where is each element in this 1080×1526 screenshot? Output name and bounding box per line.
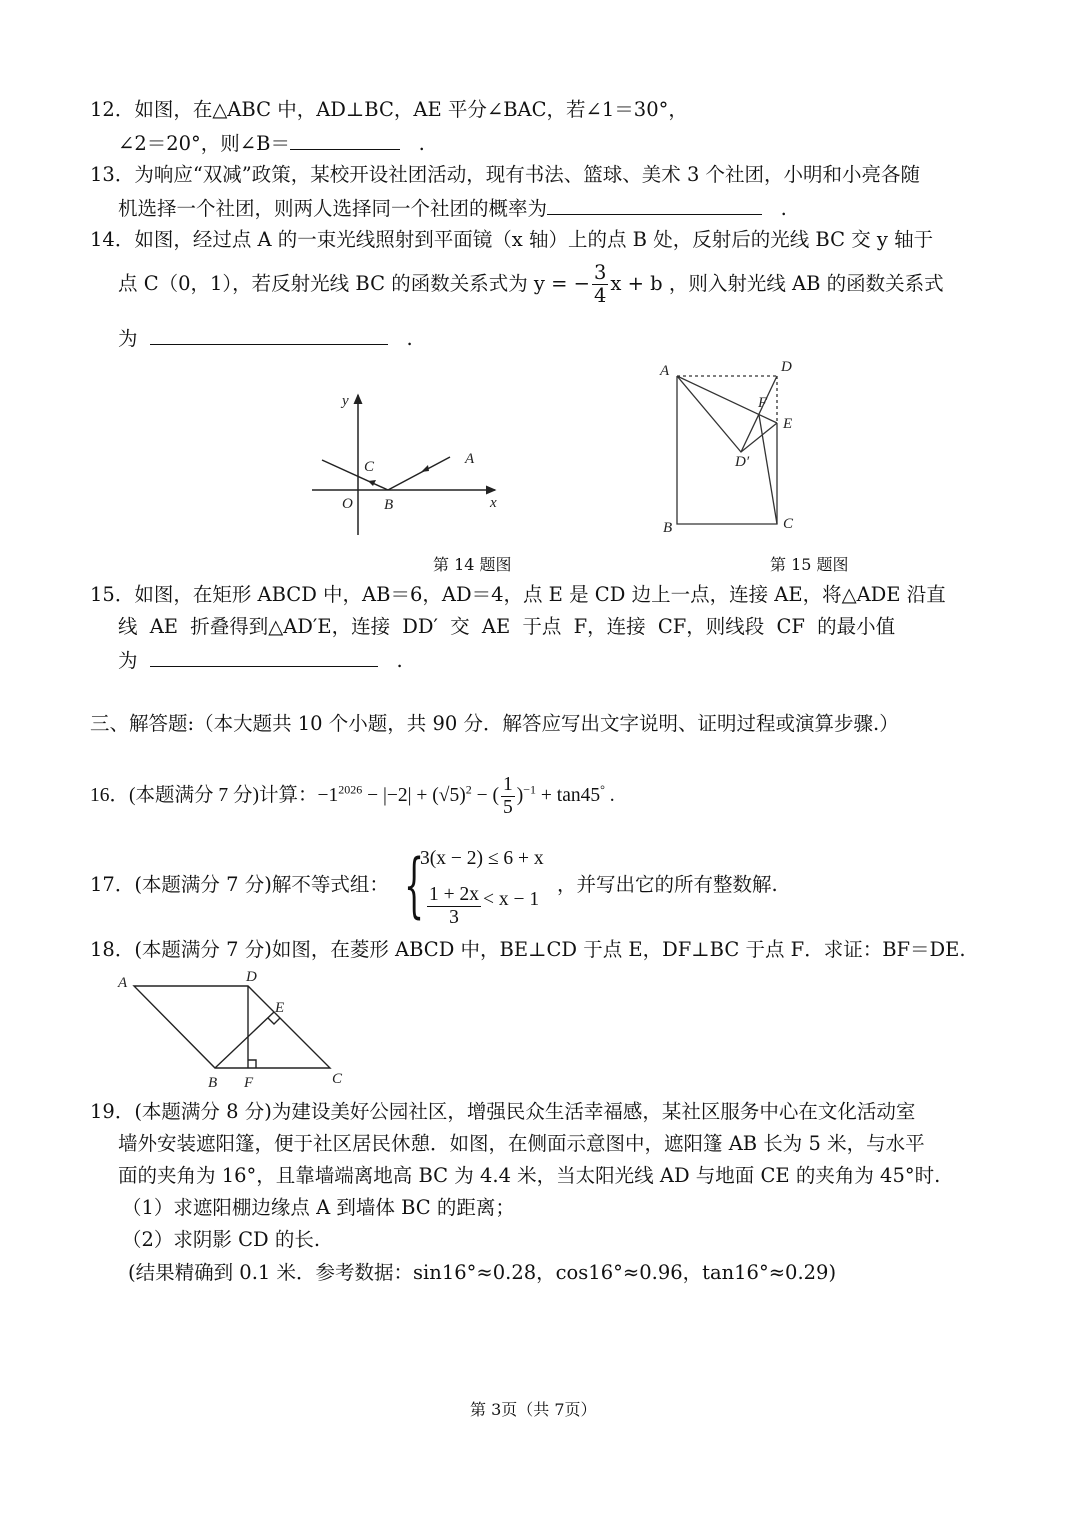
- q15-answer-blank: [150, 646, 378, 667]
- exponent: 2: [465, 782, 472, 797]
- q19-line1: 19．(本题满分 8 分)为建设美好公园社区，增强民众生活幸福感，某社区服务中心在文化活动室: [90, 1100, 916, 1123]
- q19-sub2: （2）求阴影 CD 的长.: [122, 1228, 321, 1251]
- label-d: D: [246, 969, 257, 985]
- term: .: [604, 784, 615, 806]
- label-c: C: [783, 516, 794, 532]
- numerator: 1: [503, 774, 513, 795]
- term: −1: [317, 784, 339, 806]
- label-f: F: [244, 1075, 254, 1091]
- figure-15-caption: 第 15 题图: [770, 555, 849, 574]
- q15-text-3: 为: [118, 649, 138, 672]
- exponent: 2026: [338, 782, 363, 797]
- q13-line1: 13．为响应“双减”政策，某校开设社团活动，现有书法、篮球、美术 3 个社团，小明和小亮各随: [90, 163, 921, 186]
- q19-sub1: （1）求遮阳棚边缘点 A 到墙体 BC 的距离；: [122, 1196, 515, 1219]
- term: − |−2| + (√5): [362, 784, 466, 806]
- figure-14: [300, 385, 520, 540]
- q12-line1: 12．如图，在△ABC 中，AD⊥BC，AE 平分∠BAC，若∠1＝30°，: [90, 98, 688, 121]
- q16-line: [90, 774, 615, 819]
- q15-line2: 线 AE 折叠得到△AD′E，连接 DD′ 交 AE 于点 F，连接 CF，则线段 CF 的最小值: [118, 615, 896, 638]
- q14-fraction: [592, 262, 608, 307]
- q15-end: .: [396, 649, 403, 672]
- figure-18: [110, 965, 360, 1095]
- label-a: A: [660, 363, 670, 379]
- ray-ab: [388, 457, 450, 490]
- q17-suffix: ，并写出它的所有整数解.: [557, 873, 778, 896]
- brace-icon: {: [404, 844, 425, 926]
- q13-line2: [118, 194, 787, 222]
- figure-15: [655, 358, 805, 538]
- q14-answer-blank: [150, 324, 388, 345]
- q14-text-2: x + b ，则入射光线 AB 的函数关系式: [610, 272, 944, 295]
- term: ): [516, 784, 524, 806]
- label-c: C: [332, 1071, 343, 1087]
- label-y: y: [342, 393, 349, 409]
- q13-text: 机选择一个社团，则两人选择同一个社团的概率为: [118, 197, 548, 220]
- label-c: C: [364, 459, 375, 475]
- q14-text: 点 C（0，1），若反射光线 BC 的函数关系式为 y = −: [118, 272, 590, 295]
- label-b: B: [384, 497, 394, 513]
- arrow-icon: [421, 465, 429, 472]
- q18-line1: 18．(本题满分 7 分)如图，在菱形 ABCD 中，BE⊥CD 于点 E，DF⊥BC 于点 F．求证：BF＝DE.: [90, 938, 966, 961]
- q17-prefix: 17．(本题满分 7 分)解不等式组：: [90, 873, 389, 896]
- label-e: E: [783, 416, 793, 432]
- label-b: B: [663, 520, 673, 536]
- label-a: A: [118, 975, 128, 991]
- label-e: E: [275, 1000, 285, 1016]
- q14-line2: [118, 262, 944, 307]
- q16-fraction: [501, 774, 515, 819]
- numerator: 3: [593, 261, 607, 284]
- q17-fraction: [427, 884, 481, 929]
- q17-rhs: < x − 1: [483, 888, 540, 910]
- denominator: 4: [593, 284, 607, 307]
- q19-line3: 面的夹角为 16°，且靠墙端离地高 BC 为 4.4 米，当太阳光线 AD 与地面 CE 的夹角为 45°时.: [118, 1164, 941, 1187]
- term: − (: [471, 784, 499, 806]
- exponent: °: [600, 782, 605, 797]
- term: + tan45: [536, 784, 601, 806]
- label-b: B: [208, 1075, 218, 1091]
- label-d-prime: D′: [735, 454, 750, 470]
- label-f: F: [758, 395, 768, 411]
- figure-14-caption: 第 14 题图: [433, 555, 512, 574]
- q15-line3: [118, 646, 403, 674]
- q14-end: .: [406, 327, 413, 350]
- q12-line2: [118, 129, 425, 157]
- label-a: A: [465, 451, 475, 467]
- section-3-heading: 三、解答题:（本大题共 10 个小题，共 90 分．解答应写出文字说明、证明过程或演算步骤.）: [90, 712, 899, 735]
- q15-line1: 15．如图，在矩形 ABCD 中，AB＝6，AD＝4，点 E 是 CD 边上一点，连接 AE，将△ADE 沿直: [90, 583, 946, 606]
- q12-end: .: [418, 132, 425, 155]
- denominator: 3: [449, 907, 459, 928]
- exponent: −1: [523, 782, 537, 797]
- q14-line3: [118, 324, 413, 352]
- q13-end: .: [780, 197, 787, 220]
- q12-text: ∠2＝20°，则∠B＝: [118, 132, 290, 155]
- q16-prefix: 16．(本题满分 7 分)计算：: [90, 784, 318, 806]
- q13-answer-blank: [547, 194, 762, 215]
- q19-line2: 墙外安装遮阳篷，便于社区居民休憩．如图，在侧面示意图中，遮阳篷 AB 长为 5 米，与水平: [118, 1132, 925, 1155]
- q17-inequality-2: [425, 872, 539, 929]
- q17-inequality-1: 3(x − 2) ≤ 6 + x: [420, 848, 544, 869]
- q14-line1: 14．如图，经过点 A 的一束光线照射到平面镜（x 轴）上的点 B 处，反射后的光线 BC 交 y 轴于: [90, 228, 934, 251]
- q14-text-3: 为: [118, 327, 138, 350]
- numerator: 1 + 2x: [429, 884, 479, 905]
- label-x: x: [490, 495, 497, 511]
- q12-answer-blank: [290, 129, 400, 150]
- denominator: 5: [503, 797, 513, 818]
- page-footer: 第 3页（共 7页）: [470, 1400, 597, 1419]
- label-o: O: [342, 496, 353, 512]
- ray-bc: [322, 460, 388, 490]
- arrow-icon: [368, 480, 376, 486]
- q19-note: (结果精确到 0.1 米．参考数据：sin16°≈0.28，cos16°≈0.96，tan16°≈0.29): [128, 1261, 837, 1284]
- label-d: D: [781, 359, 792, 375]
